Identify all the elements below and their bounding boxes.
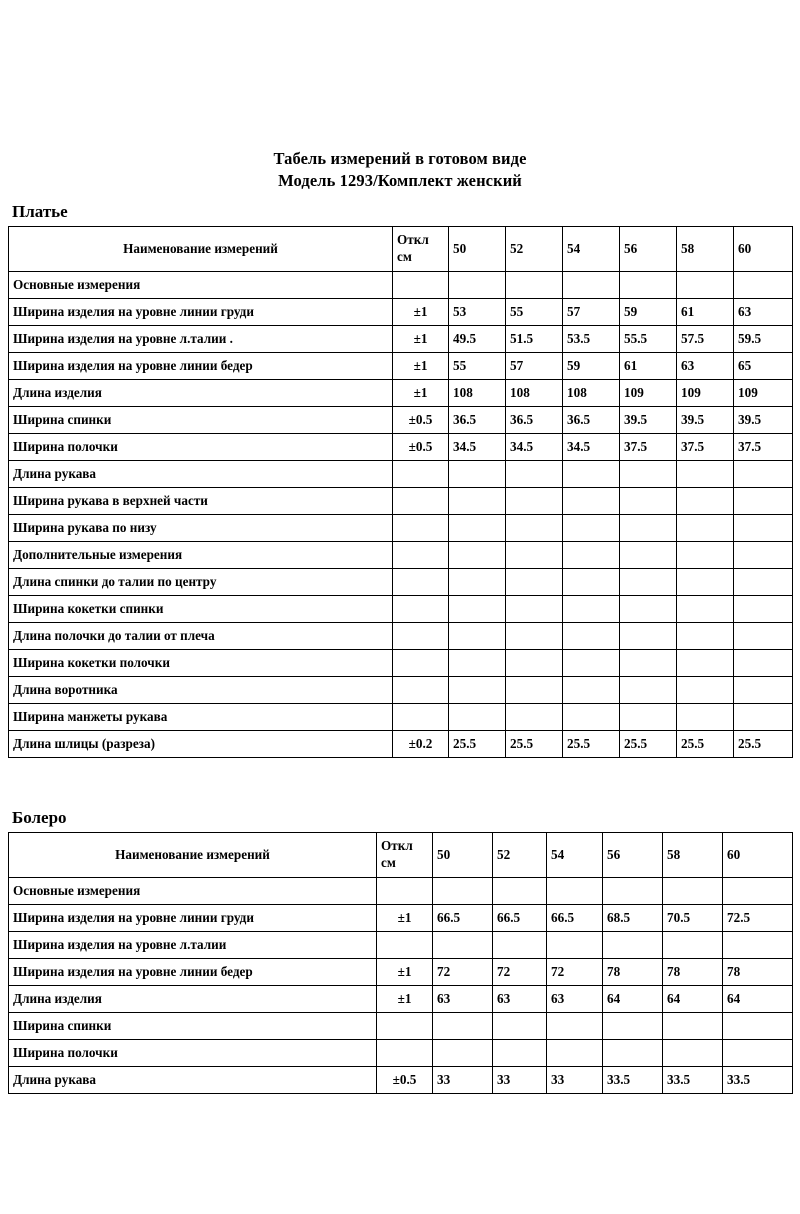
row-value-58 bbox=[677, 703, 734, 730]
column-header-name: Наименование измерений bbox=[9, 226, 393, 271]
row-value-50: 53 bbox=[449, 298, 506, 325]
row-value-56: 37.5 bbox=[620, 433, 677, 460]
row-deviation bbox=[393, 676, 449, 703]
row-value-56 bbox=[603, 1012, 663, 1039]
row-value-58: 70.5 bbox=[663, 904, 723, 931]
row-value-52 bbox=[506, 460, 563, 487]
row-value-54 bbox=[547, 877, 603, 904]
row-value-52: 63 bbox=[493, 985, 547, 1012]
row-value-54 bbox=[563, 595, 620, 622]
column-header-deviation-unit: см bbox=[381, 854, 396, 870]
row-value-56: 25.5 bbox=[620, 730, 677, 757]
row-value-56: 68.5 bbox=[603, 904, 663, 931]
row-value-52: 55 bbox=[506, 298, 563, 325]
row-value-58: 64 bbox=[663, 985, 723, 1012]
row-deviation: ±1 bbox=[393, 379, 449, 406]
row-deviation bbox=[393, 271, 449, 298]
row-value-50 bbox=[449, 622, 506, 649]
row-label: Ширина рукава в верхней части bbox=[9, 487, 393, 514]
row-value-60: 109 bbox=[734, 379, 793, 406]
row-value-50 bbox=[449, 271, 506, 298]
table-row bbox=[9, 379, 793, 406]
row-value-60: 25.5 bbox=[734, 730, 793, 757]
row-value-54: 63 bbox=[547, 985, 603, 1012]
row-value-56: 61 bbox=[620, 352, 677, 379]
row-value-56 bbox=[620, 271, 677, 298]
table-row bbox=[9, 985, 793, 1012]
row-value-60 bbox=[734, 271, 793, 298]
column-header-size-58: 58 bbox=[677, 226, 734, 271]
row-value-50 bbox=[433, 1012, 493, 1039]
row-deviation: ±1 bbox=[377, 958, 433, 985]
row-value-54 bbox=[547, 1012, 603, 1039]
row-value-56 bbox=[620, 649, 677, 676]
row-deviation bbox=[393, 622, 449, 649]
row-label: Основные измерения bbox=[9, 877, 377, 904]
row-deviation bbox=[393, 460, 449, 487]
row-label: Основные измерения bbox=[9, 271, 393, 298]
row-value-54: 36.5 bbox=[563, 406, 620, 433]
row-deviation: ±1 bbox=[393, 298, 449, 325]
row-value-60 bbox=[723, 1039, 793, 1066]
table-row bbox=[9, 514, 793, 541]
table-row bbox=[9, 649, 793, 676]
row-value-58 bbox=[677, 649, 734, 676]
row-label: Ширина изделия на уровне л.талии . bbox=[9, 325, 393, 352]
row-value-58: 33.5 bbox=[663, 1066, 723, 1093]
row-deviation bbox=[393, 487, 449, 514]
row-value-60: 72.5 bbox=[723, 904, 793, 931]
document-title-line2: Модель 1293/Комплект женский bbox=[278, 170, 522, 190]
row-value-60 bbox=[734, 541, 793, 568]
row-label: Длина воротника bbox=[9, 676, 393, 703]
row-label: Ширина полочки bbox=[9, 1039, 377, 1066]
row-value-52 bbox=[506, 568, 563, 595]
row-value-56 bbox=[620, 487, 677, 514]
row-value-54 bbox=[563, 568, 620, 595]
table-row bbox=[9, 622, 793, 649]
document-title bbox=[8, 0, 792, 192]
row-value-52: 25.5 bbox=[506, 730, 563, 757]
row-value-58 bbox=[677, 271, 734, 298]
row-value-60 bbox=[734, 703, 793, 730]
row-value-58 bbox=[677, 460, 734, 487]
row-deviation bbox=[393, 703, 449, 730]
row-value-52 bbox=[506, 595, 563, 622]
row-value-60: 39.5 bbox=[734, 406, 793, 433]
table-row bbox=[9, 676, 793, 703]
table-row bbox=[9, 568, 793, 595]
row-label: Ширина рукава по низу bbox=[9, 514, 393, 541]
row-value-54 bbox=[563, 676, 620, 703]
table-row bbox=[9, 1066, 793, 1093]
row-value-58 bbox=[677, 487, 734, 514]
row-value-54: 108 bbox=[563, 379, 620, 406]
row-value-58 bbox=[663, 1012, 723, 1039]
row-value-58 bbox=[663, 931, 723, 958]
row-value-56 bbox=[620, 460, 677, 487]
row-deviation: ±0.2 bbox=[393, 730, 449, 757]
row-value-58: 25.5 bbox=[677, 730, 734, 757]
row-value-60 bbox=[734, 595, 793, 622]
row-deviation: ±0.5 bbox=[377, 1066, 433, 1093]
row-label: Ширина изделия на уровне линии бедер bbox=[9, 352, 393, 379]
row-value-54: 59 bbox=[563, 352, 620, 379]
row-label: Дополнительные измерения bbox=[9, 541, 393, 568]
row-value-54: 66.5 bbox=[547, 904, 603, 931]
row-value-50 bbox=[449, 676, 506, 703]
row-value-58: 57.5 bbox=[677, 325, 734, 352]
row-label: Ширина манжеты рукава bbox=[9, 703, 393, 730]
row-value-52 bbox=[506, 676, 563, 703]
row-value-58 bbox=[677, 595, 734, 622]
column-header-deviation bbox=[377, 832, 433, 877]
section-heading-bolero: Болеро bbox=[12, 807, 67, 827]
column-header-size-50: 50 bbox=[449, 226, 506, 271]
row-deviation bbox=[377, 877, 433, 904]
row-value-50 bbox=[433, 1039, 493, 1066]
row-label: Ширина полочки bbox=[9, 433, 393, 460]
row-deviation bbox=[393, 541, 449, 568]
row-value-52 bbox=[506, 541, 563, 568]
row-value-50 bbox=[449, 514, 506, 541]
row-value-54: 34.5 bbox=[563, 433, 620, 460]
table-row bbox=[9, 595, 793, 622]
row-value-50: 108 bbox=[449, 379, 506, 406]
table-row bbox=[9, 271, 793, 298]
row-deviation bbox=[393, 514, 449, 541]
row-value-54 bbox=[563, 460, 620, 487]
row-label: Ширина изделия на уровне линии груди bbox=[9, 298, 393, 325]
row-value-52 bbox=[493, 1012, 547, 1039]
row-value-60 bbox=[723, 1012, 793, 1039]
table-row bbox=[9, 433, 793, 460]
row-deviation: ±0.5 bbox=[393, 433, 449, 460]
row-deviation: ±1 bbox=[393, 325, 449, 352]
row-value-60 bbox=[734, 622, 793, 649]
table-row bbox=[9, 1039, 793, 1066]
row-deviation: ±1 bbox=[393, 352, 449, 379]
row-deviation: ±0.5 bbox=[393, 406, 449, 433]
row-value-52 bbox=[506, 649, 563, 676]
row-value-50: 66.5 bbox=[433, 904, 493, 931]
row-value-52 bbox=[493, 1039, 547, 1066]
row-value-58 bbox=[677, 514, 734, 541]
row-value-60 bbox=[723, 931, 793, 958]
row-value-56 bbox=[620, 514, 677, 541]
row-value-50 bbox=[449, 595, 506, 622]
row-value-52 bbox=[506, 514, 563, 541]
column-header-deviation-unit: см bbox=[397, 248, 412, 264]
row-value-54 bbox=[563, 271, 620, 298]
row-value-50 bbox=[433, 877, 493, 904]
row-value-60 bbox=[723, 877, 793, 904]
row-deviation bbox=[377, 1012, 433, 1039]
row-value-52: 72 bbox=[493, 958, 547, 985]
row-label: Ширина кокетки полочки bbox=[9, 649, 393, 676]
row-value-50 bbox=[449, 649, 506, 676]
column-header-size-54: 54 bbox=[547, 832, 603, 877]
section-heading-dress: Платье bbox=[12, 201, 68, 221]
row-deviation: ±1 bbox=[377, 985, 433, 1012]
row-value-60 bbox=[734, 460, 793, 487]
row-label: Ширина изделия на уровне л.талии bbox=[9, 931, 377, 958]
table-row bbox=[9, 460, 793, 487]
table-row bbox=[9, 877, 793, 904]
row-value-50 bbox=[449, 703, 506, 730]
row-value-56 bbox=[620, 568, 677, 595]
column-header-size-52: 52 bbox=[506, 226, 563, 271]
row-value-50: 63 bbox=[433, 985, 493, 1012]
row-label: Длина рукава bbox=[9, 1066, 377, 1093]
row-value-56: 64 bbox=[603, 985, 663, 1012]
row-value-54: 53.5 bbox=[563, 325, 620, 352]
row-value-52 bbox=[506, 487, 563, 514]
row-value-54 bbox=[563, 541, 620, 568]
row-deviation bbox=[393, 649, 449, 676]
row-value-60 bbox=[734, 568, 793, 595]
column-header-size-50: 50 bbox=[433, 832, 493, 877]
column-header-size-60: 60 bbox=[734, 226, 793, 271]
row-value-50 bbox=[449, 460, 506, 487]
table-row bbox=[9, 487, 793, 514]
row-value-50: 25.5 bbox=[449, 730, 506, 757]
row-value-58 bbox=[677, 676, 734, 703]
row-label: Ширина изделия на уровне линии бедер bbox=[9, 958, 377, 985]
row-value-56: 59 bbox=[620, 298, 677, 325]
row-deviation bbox=[377, 931, 433, 958]
row-value-56: 109 bbox=[620, 379, 677, 406]
row-value-60: 63 bbox=[734, 298, 793, 325]
table-row bbox=[9, 904, 793, 931]
row-value-50 bbox=[433, 931, 493, 958]
column-header-size-56: 56 bbox=[620, 226, 677, 271]
row-label: Длина рукава bbox=[9, 460, 393, 487]
measurement-table-dress bbox=[8, 226, 793, 758]
row-value-52: 57 bbox=[506, 352, 563, 379]
row-value-54 bbox=[547, 931, 603, 958]
row-deviation bbox=[393, 568, 449, 595]
table-header-row bbox=[9, 226, 793, 271]
row-value-54 bbox=[547, 1039, 603, 1066]
row-value-60: 65 bbox=[734, 352, 793, 379]
row-value-50: 55 bbox=[449, 352, 506, 379]
row-value-56 bbox=[620, 703, 677, 730]
table-row bbox=[9, 703, 793, 730]
row-deviation: ±1 bbox=[377, 904, 433, 931]
row-value-52 bbox=[506, 622, 563, 649]
row-value-60: 37.5 bbox=[734, 433, 793, 460]
column-header-size-60: 60 bbox=[723, 832, 793, 877]
table-row bbox=[9, 730, 793, 757]
table-row bbox=[9, 541, 793, 568]
row-value-54 bbox=[563, 514, 620, 541]
row-label: Длина изделия bbox=[9, 379, 393, 406]
row-value-54 bbox=[563, 622, 620, 649]
row-value-58: 61 bbox=[677, 298, 734, 325]
row-value-56 bbox=[620, 541, 677, 568]
row-value-56: 33.5 bbox=[603, 1066, 663, 1093]
row-value-56: 39.5 bbox=[620, 406, 677, 433]
table-row bbox=[9, 958, 793, 985]
row-value-50 bbox=[449, 487, 506, 514]
table-row bbox=[9, 931, 793, 958]
row-value-54: 57 bbox=[563, 298, 620, 325]
row-label: Ширина кокетки спинки bbox=[9, 595, 393, 622]
row-value-58 bbox=[663, 877, 723, 904]
row-value-52 bbox=[506, 703, 563, 730]
row-value-54 bbox=[563, 649, 620, 676]
row-value-52: 33 bbox=[493, 1066, 547, 1093]
column-header-deviation-label: Откл bbox=[397, 232, 429, 248]
row-value-54 bbox=[563, 703, 620, 730]
column-header-name: Наименование измерений bbox=[9, 832, 377, 877]
row-value-56: 55.5 bbox=[620, 325, 677, 352]
row-value-54 bbox=[563, 487, 620, 514]
row-value-56 bbox=[620, 595, 677, 622]
row-value-54: 72 bbox=[547, 958, 603, 985]
row-deviation bbox=[377, 1039, 433, 1066]
row-value-52: 36.5 bbox=[506, 406, 563, 433]
row-value-60 bbox=[734, 487, 793, 514]
row-value-56 bbox=[620, 676, 677, 703]
row-label: Ширина спинки bbox=[9, 406, 393, 433]
table-header-row bbox=[9, 832, 793, 877]
row-value-50: 49.5 bbox=[449, 325, 506, 352]
document-title-line1: Табель измерений в готовом виде bbox=[273, 149, 527, 168]
row-value-58: 39.5 bbox=[677, 406, 734, 433]
row-value-52: 108 bbox=[506, 379, 563, 406]
column-header-size-56: 56 bbox=[603, 832, 663, 877]
row-value-50 bbox=[449, 541, 506, 568]
column-header-size-52: 52 bbox=[493, 832, 547, 877]
row-value-56 bbox=[620, 622, 677, 649]
row-value-50: 33 bbox=[433, 1066, 493, 1093]
row-value-58 bbox=[677, 568, 734, 595]
column-header-deviation bbox=[393, 226, 449, 271]
measurement-table-bolero bbox=[8, 832, 793, 1094]
row-value-60 bbox=[734, 514, 793, 541]
row-value-58: 37.5 bbox=[677, 433, 734, 460]
row-value-58 bbox=[677, 622, 734, 649]
row-label: Длина полочки до талии от плеча bbox=[9, 622, 393, 649]
row-label: Длина шлицы (разреза) bbox=[9, 730, 393, 757]
column-header-deviation-label: Откл bbox=[381, 838, 413, 854]
row-value-52 bbox=[506, 271, 563, 298]
row-value-56 bbox=[603, 931, 663, 958]
row-value-58: 78 bbox=[663, 958, 723, 985]
row-value-58 bbox=[677, 541, 734, 568]
row-value-52: 66.5 bbox=[493, 904, 547, 931]
row-value-58: 63 bbox=[677, 352, 734, 379]
row-deviation bbox=[393, 595, 449, 622]
row-value-56 bbox=[603, 1039, 663, 1066]
row-value-60: 78 bbox=[723, 958, 793, 985]
row-label: Ширина спинки bbox=[9, 1012, 377, 1039]
table-row bbox=[9, 352, 793, 379]
row-value-56: 78 bbox=[603, 958, 663, 985]
table-row bbox=[9, 1012, 793, 1039]
row-value-52: 34.5 bbox=[506, 433, 563, 460]
row-value-60: 64 bbox=[723, 985, 793, 1012]
row-value-54: 33 bbox=[547, 1066, 603, 1093]
row-label: Длина изделия bbox=[9, 985, 377, 1012]
page-bottom-spacer bbox=[8, 1094, 792, 1214]
column-header-size-54: 54 bbox=[563, 226, 620, 271]
row-value-60: 33.5 bbox=[723, 1066, 793, 1093]
table-row bbox=[9, 298, 793, 325]
table-row bbox=[9, 325, 793, 352]
row-value-50: 72 bbox=[433, 958, 493, 985]
row-value-58: 109 bbox=[677, 379, 734, 406]
table-row bbox=[9, 406, 793, 433]
row-value-50: 36.5 bbox=[449, 406, 506, 433]
row-value-50 bbox=[449, 568, 506, 595]
section-gap bbox=[8, 758, 792, 798]
row-value-60 bbox=[734, 649, 793, 676]
row-value-60: 59.5 bbox=[734, 325, 793, 352]
row-value-56 bbox=[603, 877, 663, 904]
column-header-size-58: 58 bbox=[663, 832, 723, 877]
row-value-58 bbox=[663, 1039, 723, 1066]
row-value-52 bbox=[493, 931, 547, 958]
row-value-50: 34.5 bbox=[449, 433, 506, 460]
row-value-52: 51.5 bbox=[506, 325, 563, 352]
row-value-52 bbox=[493, 877, 547, 904]
row-label: Длина спинки до талии по центру bbox=[9, 568, 393, 595]
row-label: Ширина изделия на уровне линии груди bbox=[9, 904, 377, 931]
row-value-60 bbox=[734, 676, 793, 703]
row-value-54: 25.5 bbox=[563, 730, 620, 757]
